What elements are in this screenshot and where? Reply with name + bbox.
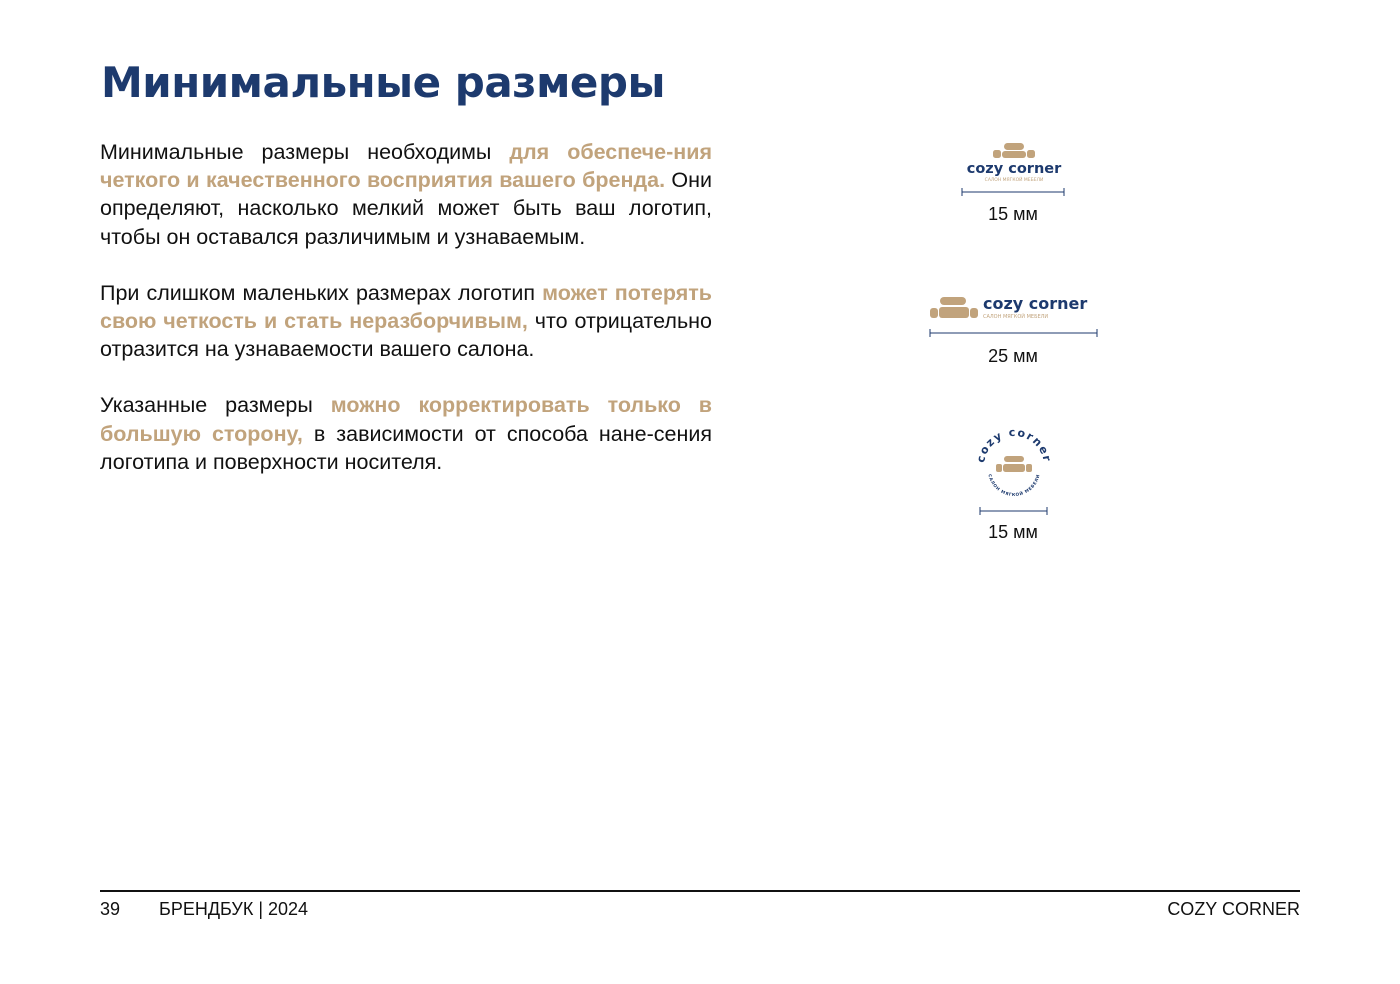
logo-stacked	[958, 140, 1070, 200]
page-number: 39	[100, 899, 121, 919]
paragraph-1: Минимальные размеры необходимы для обеспече-ния четкого и качественного восприятия вашего бренда. Они определяют, насколько мелкий может быть ваш логотип, чтобы он оставался различимым и узнаваемым.	[100, 140, 713, 249]
logo-round	[970, 426, 1056, 520]
sofa-icon	[928, 292, 1100, 340]
svg-text:САЛОН МЯГКОЙ МЕБЕЛИ: САЛОН МЯГКОЙ МЕБЕЛИ	[987, 473, 1041, 498]
footer-brand: COZY CORNER	[1167, 899, 1300, 919]
paragraph-3: Указанные размеры можно корректировать только в большую сторону, в зависимости от способа нане-сения логотипа и поверхности носителя.	[100, 393, 712, 474]
footer-divider	[100, 890, 1300, 892]
size-label-stacked: 15 мм	[988, 204, 1038, 224]
logo-horizontal	[928, 292, 1100, 340]
paragraph-2: При слишком маленьких размерах логотип может потерять свою четкость и стать неразборчивым, что отрицательно отразится на узнаваемости вашего салона.	[100, 280, 712, 362]
svg-text:САЛОН МЯГКОЙ МЕБЕЛИ: САЛОН МЯГКОЙ МЕБЕЛИ	[983, 314, 1049, 320]
doc-label: БРЕНДБУК | 2024	[159, 899, 309, 919]
svg-text:cozy corner: cozy corner	[966, 161, 1062, 177]
body-text	[100, 138, 712, 476]
page-title: Минимальные размеры	[101, 58, 665, 107]
round-badge-icon	[970, 426, 1056, 520]
svg-text:cozy corner: cozy corner	[983, 294, 1088, 313]
svg-text:САЛОН МЯГКОЙ МЕБЕЛИ: САЛОН МЯГКОЙ МЕБЕЛИ	[984, 178, 1044, 183]
sofa-icon	[958, 140, 1070, 200]
size-label-round: 15 мм	[988, 522, 1038, 542]
size-label-horizontal: 25 мм	[988, 346, 1038, 366]
svg-text:cozy corner: cozy corner	[974, 426, 1054, 464]
